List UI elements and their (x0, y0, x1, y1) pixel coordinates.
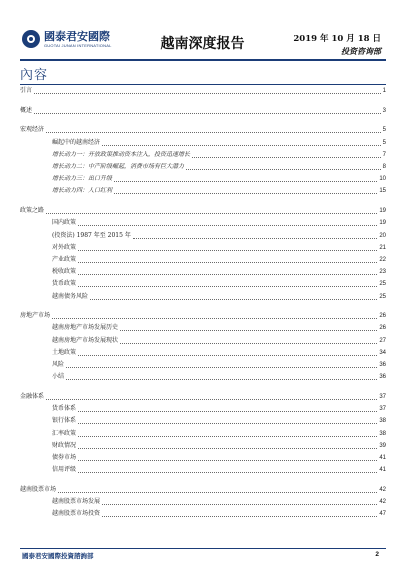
toc-entry-page: 26 (379, 313, 386, 320)
toc-entry-label: 金融体系 (20, 392, 45, 400)
toc-subsection-entry[interactable] (52, 243, 386, 253)
toc-entry-label: 信用评级 (52, 466, 77, 474)
toc-entry-page: 41 (379, 454, 386, 461)
toc-entry-page: 1 (382, 88, 386, 94)
toc-entry-label: 引言 (20, 87, 33, 94)
toc-entry-label: 越南股票市场投资 (52, 510, 101, 518)
toc-dot-leader (78, 224, 377, 226)
toc-subsection-entry[interactable] (52, 292, 386, 302)
toc-section-entry[interactable] (20, 86, 386, 96)
toc-subsection-entry[interactable] (52, 348, 386, 358)
logo-name-cn: 國泰君安國際 (44, 29, 110, 43)
toc-subsection-entry[interactable] (52, 453, 386, 463)
toc-entry-label: 财政情况 (52, 441, 77, 449)
toc-dot-leader (34, 92, 381, 94)
toc-entry-label: 增长动力一：开放政策推动资本注入，投资迅速增长 (52, 150, 191, 158)
toc-entry-page: 37 (379, 393, 386, 400)
toc-subsection-entry[interactable] (52, 416, 386, 426)
toc-entry-label: 房地产市场 (20, 312, 51, 320)
toc-entry-label: 崛起中的越南经济 (52, 138, 101, 146)
logo-name-en: GUOTAI JUNAN INTERNATIONAL (44, 42, 112, 48)
toc-dot-leader (46, 398, 377, 400)
toc-divider (20, 84, 386, 85)
toc-entry-page: 5 (382, 139, 386, 146)
toc-subsection-entry[interactable] (52, 231, 386, 241)
toc-subsection-entry[interactable] (52, 174, 386, 184)
toc-entry-page: 23 (379, 269, 386, 276)
toc-dot-leader (78, 435, 377, 437)
toc-entry-page: 42 (379, 499, 386, 505)
toc-entry-label: 宏观经济 (20, 126, 45, 134)
toc-dot-leader (78, 410, 377, 412)
toc-subsection-entry[interactable] (52, 162, 386, 172)
toc-entry-label: 概述 (20, 106, 33, 114)
toc-entry-page: 10 (379, 176, 386, 183)
toc-entry-page: 37 (379, 406, 386, 413)
toc-subsection-entry[interactable] (52, 255, 386, 265)
toc-dot-leader (78, 422, 377, 424)
toc-entry-page: 19 (379, 220, 386, 227)
footer-divider (20, 548, 386, 549)
toc-entry-page: 8 (382, 164, 386, 170)
toc-entry-page: 15 (379, 188, 386, 195)
toc-entry-page: 36 (379, 362, 386, 368)
toc-entry-page: 34 (379, 349, 386, 356)
toc-entry-label: 对外政策 (52, 243, 77, 251)
toc-dot-leader (120, 329, 377, 331)
footer-company: 國泰君安國際投資諮詢部 (22, 552, 94, 560)
toc-entry-page: 27 (379, 337, 386, 344)
toc-dot-leader (102, 515, 377, 517)
toc-section-entry[interactable] (20, 485, 386, 495)
toc-dot-leader (102, 144, 381, 146)
toc-heading: 內容 (20, 68, 49, 83)
report-date: 2019 年 10 月 18 日 (293, 34, 381, 44)
toc-dot-leader (78, 447, 377, 449)
toc-entry-label: 银行体系 (52, 417, 77, 425)
toc-dot-leader (114, 180, 377, 182)
toc-dot-leader (78, 471, 377, 473)
toc-dot-leader (66, 366, 377, 368)
toc-entry-label: 税收政策 (52, 268, 77, 276)
toc-dot-leader (114, 192, 377, 194)
toc-dot-leader (66, 378, 377, 380)
toc-entry-label: 越南债务风险 (52, 292, 89, 300)
header-divider (20, 59, 386, 61)
toc-entry-label: 小结 (52, 373, 65, 381)
toc-subsection-entry[interactable] (52, 509, 386, 519)
toc-subsection-entry[interactable] (52, 336, 386, 346)
toc-entry-page: 38 (379, 430, 386, 437)
toc-subsection-entry[interactable] (52, 186, 386, 196)
toc-subsection-entry[interactable] (52, 360, 386, 370)
toc-entry-page: 5 (382, 127, 386, 134)
toc-dot-leader (120, 342, 377, 344)
toc-dot-leader (46, 212, 377, 214)
toc-entry-label: 政策之路 (20, 207, 45, 215)
toc-entry-label: 增长动力三：出口升级 (52, 175, 113, 183)
toc-dot-leader (78, 249, 377, 251)
toc-entry-label: 越南房地产市场发展历史 (52, 324, 119, 332)
toc-dot-leader (78, 459, 377, 461)
toc-entry-page: 26 (379, 325, 386, 332)
report-department: 投资咨询部 (341, 46, 381, 56)
toc-dot-leader (78, 261, 377, 263)
toc-entry-label: 国内政策 (52, 219, 77, 227)
toc-entry-page: 20 (379, 232, 386, 239)
toc-entry-page: 36 (379, 374, 386, 381)
toc-entry-label: 越南股票市场发展 (52, 498, 101, 505)
toc-dot-leader (192, 156, 381, 158)
toc-section-entry[interactable] (20, 392, 386, 402)
toc-entry-label: 风险 (52, 361, 65, 368)
toc-entry-label: 货币政策 (52, 280, 77, 288)
toc-subsection-entry[interactable] (52, 138, 386, 148)
toc-entry-page: 7 (382, 151, 386, 158)
page-header (0, 0, 405, 60)
toc-entry-page: 22 (379, 256, 386, 263)
toc-subsection-entry[interactable] (52, 465, 386, 475)
toc-entry-label: 越南房地产市场发展现状 (52, 336, 119, 344)
toc-entry-label: 产业政策 (52, 255, 77, 263)
toc-entry-label: 土地政策 (52, 348, 77, 356)
toc-dot-leader (78, 285, 377, 287)
toc-section-entry[interactable] (20, 106, 386, 116)
toc-entry-label: (投资法) 1987 年至 2015 年 (52, 231, 131, 239)
report-title: 越南深度报告 (160, 36, 245, 52)
toc-entry-page: 19 (379, 208, 386, 215)
toc-subsection-entry[interactable] (52, 150, 386, 160)
toc-entry-label: 货币体系 (52, 405, 77, 413)
toc-dot-leader (78, 273, 377, 275)
toc-subsection-entry[interactable] (52, 218, 386, 228)
toc-section-entry[interactable] (20, 311, 386, 321)
toc-entry-page: 3 (382, 107, 386, 114)
toc-entry-page: 21 (379, 244, 386, 251)
toc-entry-page: 25 (379, 281, 386, 288)
toc-dot-leader (102, 503, 377, 505)
toc-subsection-entry[interactable] (52, 429, 386, 439)
toc-subsection-entry[interactable] (52, 441, 386, 451)
toc-entry-page: 39 (379, 442, 386, 449)
toc-subsection-entry[interactable] (52, 323, 386, 333)
toc-entry-label: 汇率政策 (52, 429, 77, 437)
toc-entry-label: 增长动力四：人口红利 (52, 187, 113, 195)
toc-subsection-entry[interactable] (52, 404, 386, 414)
toc-dot-leader (186, 168, 381, 170)
toc-entry-page: 47 (379, 511, 386, 518)
toc-entry-page: 42 (379, 486, 386, 493)
toc-subsection-entry[interactable] (52, 497, 386, 507)
toc-entry-page: 25 (379, 293, 386, 300)
toc-subsection-entry[interactable] (52, 372, 386, 382)
toc-entry-label: 越南股票市场 (20, 485, 57, 493)
toc-dot-leader (133, 237, 377, 239)
page-number: 2 (375, 551, 379, 558)
toc-dot-leader (46, 131, 381, 133)
toc-subsection-entry[interactable] (52, 267, 386, 277)
toc-dot-leader (78, 354, 377, 356)
toc-dot-leader (34, 112, 381, 114)
toc-entry-page: 41 (379, 467, 386, 474)
toc-entry-label: 债券市场 (52, 453, 77, 461)
toc-subsection-entry[interactable] (52, 279, 386, 289)
toc-dot-leader (52, 317, 377, 319)
toc-entry-label: 增长动力二：中产阶级崛起，消费市场有巨大潜力 (52, 163, 185, 170)
toc-dot-leader (90, 298, 377, 300)
toc-section-entry[interactable] (20, 125, 386, 135)
toc-dot-leader (58, 491, 377, 493)
toc-entry-page: 38 (379, 418, 386, 425)
toc-section-entry[interactable] (20, 206, 386, 216)
